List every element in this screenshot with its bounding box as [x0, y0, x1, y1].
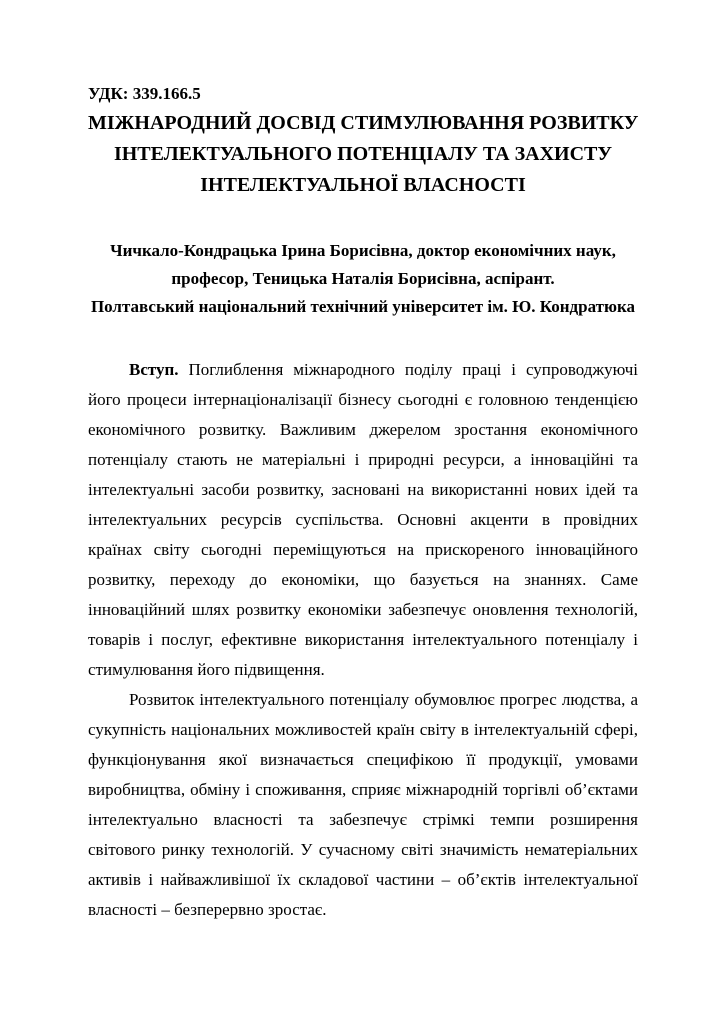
- section-lead: Вступ.: [129, 360, 179, 379]
- paragraph-line: інтелектуальні засоби розвитку, засновані на використанні нових ідей та: [88, 480, 638, 499]
- author-line: професор, Теницька Наталія Борисівна, аспірант.: [171, 269, 555, 288]
- paper-page: [88, 84, 638, 925]
- paragraph-line: світового ринку технологій. У сучасному світі значимість нематеріальних: [88, 840, 638, 859]
- body-paragraph: [88, 685, 638, 925]
- introduction-paragraph: [88, 355, 638, 685]
- author-line: Чичкало-Кондрацька Ірина Борисівна, доктор економічних наук,: [110, 241, 616, 260]
- paragraph-line: [88, 355, 638, 385]
- paragraph-line: інноваційний шлях розвитку економіки забезпечує оновлення технологій,: [88, 600, 638, 619]
- paragraph-line: економічного розвитку. Важливим джерелом зростання економічного: [88, 420, 638, 439]
- paragraph-line: розвитку, переходу до економіки, що базується на знаннях. Саме: [88, 570, 638, 589]
- author-block: [88, 237, 638, 321]
- paragraph-line: інтелектуальних ресурсів суспільства. Основні акценти в провідних: [88, 510, 638, 529]
- paragraph-line: країнах світу сьогодні переміщуються на прискореного інноваційного: [88, 540, 638, 559]
- paragraph-line: стимулювання його підвищення.: [88, 660, 325, 679]
- paragraph-line: виробництва, обміну і споживання, сприяє міжнародній торгівлі об’єктами: [88, 780, 638, 799]
- paragraph-line: потенціалу стають не матеріальні і природні ресурси, а інноваційні та: [88, 450, 638, 469]
- title-line: ІНТЕЛЕКТУАЛЬНОГО ПОТЕНЦІАЛУ ТА ЗАХИСТУ: [113, 143, 613, 165]
- paragraph-line: сукупність національних можливостей країн світу в інтелектуальній сфері,: [88, 720, 638, 739]
- paragraph-line: власності – безперервно зростає.: [88, 900, 327, 919]
- paragraph-line: Розвиток інтелектуального потенціалу обумовлює прогрес людства, а: [129, 690, 638, 709]
- paragraph-line: його процеси інтернаціоналізації бізнесу сьогодні є головною тенденцією: [88, 390, 638, 409]
- paragraph-line: товарів і послуг, ефективне використання інтелектуального потенціалу і: [88, 630, 638, 649]
- paragraph-line: активів і найважливішої їх складової частини – об’єктів інтелектуальної: [88, 870, 638, 889]
- affiliation-line: Полтавський національний технічний університет ім. Ю. Кондратюка: [90, 297, 636, 316]
- title-line: ІНТЕЛЕКТУАЛЬНОЇ ВЛАСНОСТІ: [200, 174, 526, 196]
- paragraph-text: Поглиблення міжнародного поділу праці і супроводжуючі: [178, 360, 638, 379]
- title-line: МІЖНАРОДНИЙ ДОСВІД СТИМУЛЮВАННЯ РОЗВИТКУ: [88, 112, 639, 134]
- paragraph-line: функціонування якої визначається специфікою її продукції, умовами: [88, 750, 638, 769]
- paragraph-line: інтелектуально власності та забезпечує стрімкі темпи розширення: [88, 810, 638, 829]
- udk-code: УДК: 339.166.5: [88, 84, 201, 103]
- paper-title: [88, 108, 638, 201]
- paper-body: [88, 355, 638, 925]
